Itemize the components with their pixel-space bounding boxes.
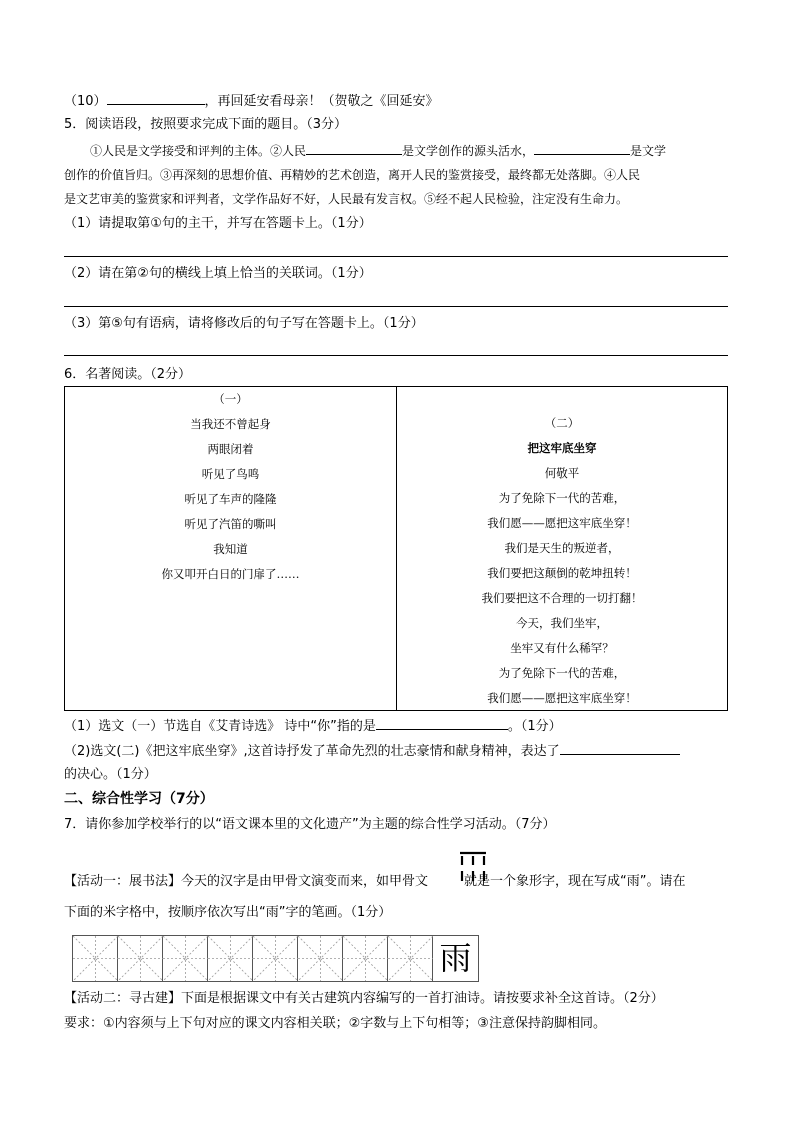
poem-1-line: 听见了汽笛的嘶叫 — [184, 517, 277, 531]
q7-activity2: 【活动二：寻古建】下面是根据课文中有关古建筑内容编写的一首打油诗。请按要求补全这首诗。（2分） — [64, 991, 664, 1006]
mizige-cell[interactable] — [73, 936, 118, 981]
q6-sub1-text: （1）选文（一）节选自《艾青诗选》 诗中“你”指的是 — [64, 719, 376, 734]
poem-2-author: 何敬平 — [544, 466, 580, 480]
poem-2-line: 我们要把这不合理的一切打翻！ — [481, 591, 643, 605]
poem-1-line: 两眼闭着 — [207, 442, 254, 456]
poem-1-line: 听见了鸟鸣 — [201, 467, 260, 481]
q7-activity1-text-a: 【活动一：展书法】今天的汉字是由甲骨文演变而来，如甲骨文 — [64, 874, 429, 889]
mizige-grid — [72, 935, 479, 982]
mizige-cell[interactable] — [388, 936, 433, 981]
q7-requirements: 要求：①内容须与上下句对应的课文内容相关联；②字数与上下句相等；③注意保持韵脚相同。 — [64, 1016, 606, 1031]
mizige-cell[interactable] — [253, 936, 298, 981]
poem-2-label: （二） — [544, 416, 580, 430]
q5-blank-2[interactable] — [534, 141, 630, 155]
poem-1-line: 当我还不曾起身 — [190, 417, 271, 431]
q6-sub1-score: 。（1分） — [507, 719, 562, 734]
poem-table — [64, 386, 728, 711]
poem-2-line: 我们要把这颠倒的乾坤扭转！ — [487, 566, 637, 580]
poem-1-line: 你又叩开白日的门扉了…… — [161, 567, 300, 581]
mizige-guide — [163, 936, 208, 981]
mizige-guide — [73, 936, 118, 981]
q5-answer-line-3[interactable] — [64, 355, 728, 356]
poem-1-label: （一） — [213, 392, 248, 406]
q5-para-part-c: 是文学 — [630, 144, 667, 158]
q6-title: 6．名著阅读。（2分） — [64, 367, 192, 382]
mizige-cell[interactable] — [163, 936, 208, 981]
oracle-bone-rain-glyph — [458, 851, 488, 883]
q5-para-part-b: 是文学创作的源头活水， — [402, 144, 535, 158]
q4-suffix: ，再回延安看母亲！（贺敬之《回延安》 — [204, 94, 439, 109]
q5-sub3: （3）第⑤句有语病，请将修改后的句子写在答题卡上。（1分） — [64, 316, 424, 331]
mizige-guide — [253, 936, 298, 981]
q7-title: 7．请你参加学校举行的以“语文课本里的文化遗产”为主题的综合性学习活动。（7分） — [64, 817, 556, 832]
q5-para-part-a: ①人民是文学接受和评判的主体。②人民 — [90, 144, 307, 158]
q6-sub1-blank[interactable] — [376, 716, 508, 730]
poem-2-line: 今天，我们坐牢， — [516, 616, 608, 630]
mizige-cell[interactable] — [298, 936, 343, 981]
q7-activity1-line1 — [64, 873, 686, 891]
poem-2-line: 我们愿——愿把这牢底坐穿！ — [487, 691, 637, 705]
poem-2-line: 为了免除下一代的苦难， — [498, 666, 626, 680]
poem-1-line: 听见了车声的隆隆 — [184, 492, 277, 506]
q5-answer-line-1[interactable] — [64, 256, 728, 257]
poem-2-title: 把这牢底坐穿 — [527, 441, 597, 455]
mizige-cell[interactable] — [343, 936, 388, 981]
q5-title: 5．阅读语段，按照要求完成下面的题目。（3分） — [64, 117, 348, 132]
poem-2-line: 我们是天生的叛逆者， — [504, 541, 620, 555]
q5-para-line1 — [90, 141, 666, 160]
poem-2-line: 我们愿——愿把这牢底坐穿！ — [487, 516, 637, 530]
mizige-guide — [298, 936, 343, 981]
mizige-guide — [208, 936, 253, 981]
q6-sub2-end: 的决心。（1分） — [64, 767, 157, 782]
q5-para-line3: 是文艺审美的鉴赏家和评判者，文学作品好不好，人民最有发言权。⑤经不起人民检验，注定没有生命力。 — [64, 192, 629, 206]
q4-blank[interactable] — [107, 91, 205, 105]
q4-line — [64, 91, 439, 111]
poem-1-column — [65, 387, 396, 710]
mizige-guide — [343, 936, 388, 981]
q7-activity1-line2: 下面的米字格中，按顺序依次写出“雨”字的笔画。（1分） — [64, 905, 392, 920]
mizige-cell[interactable] — [208, 936, 253, 981]
q5-sub1: （1）请提取第①句的主干，并写在答题卡上。（1分） — [64, 216, 372, 231]
poem-2-line: 为了免除下一代的苦难， — [498, 491, 626, 505]
mizige-cell[interactable] — [118, 936, 163, 981]
q6-sub2 — [64, 741, 680, 761]
q5-blank-1[interactable] — [306, 141, 402, 155]
poem-2-column — [397, 387, 727, 710]
q5-para-line2: 创作的价值旨归。③再深刻的思想价值、再精妙的艺术创造，离开人民的鉴赏接受，最终都无处落脚。④人民 — [64, 168, 641, 182]
poem-2-line: 坐牢又有什么稀罕？ — [510, 641, 614, 655]
mizige-guide — [388, 936, 433, 981]
q5-sub2: （2）请在第②句的横线上填上恰当的关联词。（1分） — [64, 266, 372, 281]
poem-1-line: 我知道 — [213, 542, 248, 556]
section-2-heading: 二、综合性学习（7分） — [64, 791, 214, 807]
q6-sub2-blank[interactable] — [560, 741, 680, 755]
q4-prefix: （10） — [64, 94, 107, 109]
q6-sub1 — [64, 716, 562, 736]
q5-answer-line-2[interactable] — [64, 306, 728, 307]
mizige-guide — [118, 936, 163, 981]
mizige-cell-example — [433, 936, 478, 981]
mizige-example-char: 雨 — [439, 939, 472, 977]
q6-sub2-text: （2)选文(二)《把这牢底坐穿》,这首诗抒发了革命先烈的壮志豪情和献身精神，表达了 — [64, 744, 560, 759]
q7-activity1-text-b: 就是一个象形字，现在写成“雨”。请在 — [464, 874, 686, 889]
